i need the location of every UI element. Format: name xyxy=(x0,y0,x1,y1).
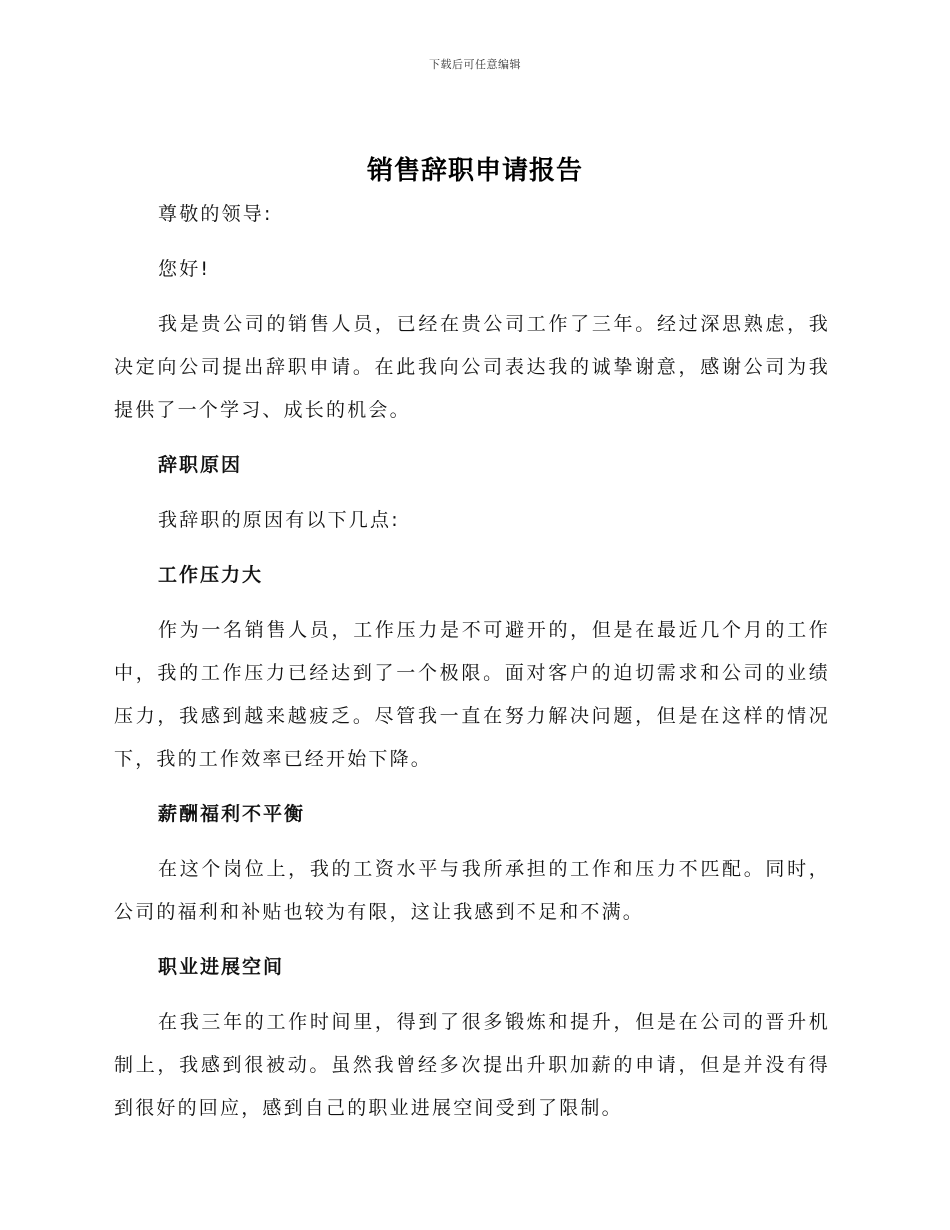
greeting: 您好! xyxy=(158,258,211,280)
section-heading-salary: 薪酬福利不平衡 xyxy=(158,803,306,825)
section-heading-pressure: 工作压力大 xyxy=(158,564,264,586)
career-paragraph: 在我三年的工作时间里，得到了很多锻炼和提升，但是在公司的晋升机制上，我感到很被动。虽然我曾经多次提出升职加薪的申请，但是并没有得到很好的回应，感到自己的职业进展空间受到了限制。 xyxy=(114,1011,830,1119)
page-header-note: 下载后可任意编辑 xyxy=(429,58,521,71)
document-title: 销售辞职申请报告 xyxy=(366,156,583,186)
document-body xyxy=(114,193,830,1142)
section-heading-reasons: 辞职原因 xyxy=(158,454,243,476)
reasons-lead-paragraph: 我辞职的原因有以下几点: xyxy=(158,509,400,531)
salutation: 尊敬的领导: xyxy=(158,203,273,225)
section-heading-career: 职业进展空间 xyxy=(158,956,285,978)
salary-paragraph: 在这个岗位上，我的工资水平与我所承担的工作和压力不匹配。同时，公司的福利和补贴也较为有限，这让我感到不足和不满。 xyxy=(114,858,830,923)
intro-paragraph: 我是贵公司的销售人员，已经在贵公司工作了三年。经过深思熟虑，我决定向公司提出辞职申请。在此我向公司表达我的诚挚谢意，感谢公司为我提供了一个学习、成长的机会。 xyxy=(114,313,830,421)
pressure-paragraph: 作为一名销售人员，工作压力是不可避开的，但是在最近几个月的工作中，我的工作压力已经达到了一个极限。面对客户的迫切需求和公司的业绩压力，我感到越来越疲乏。尽管我一直在努力解决问题，但是在这样的情况下，我的工作效率已经开始下降。 xyxy=(114,619,830,770)
